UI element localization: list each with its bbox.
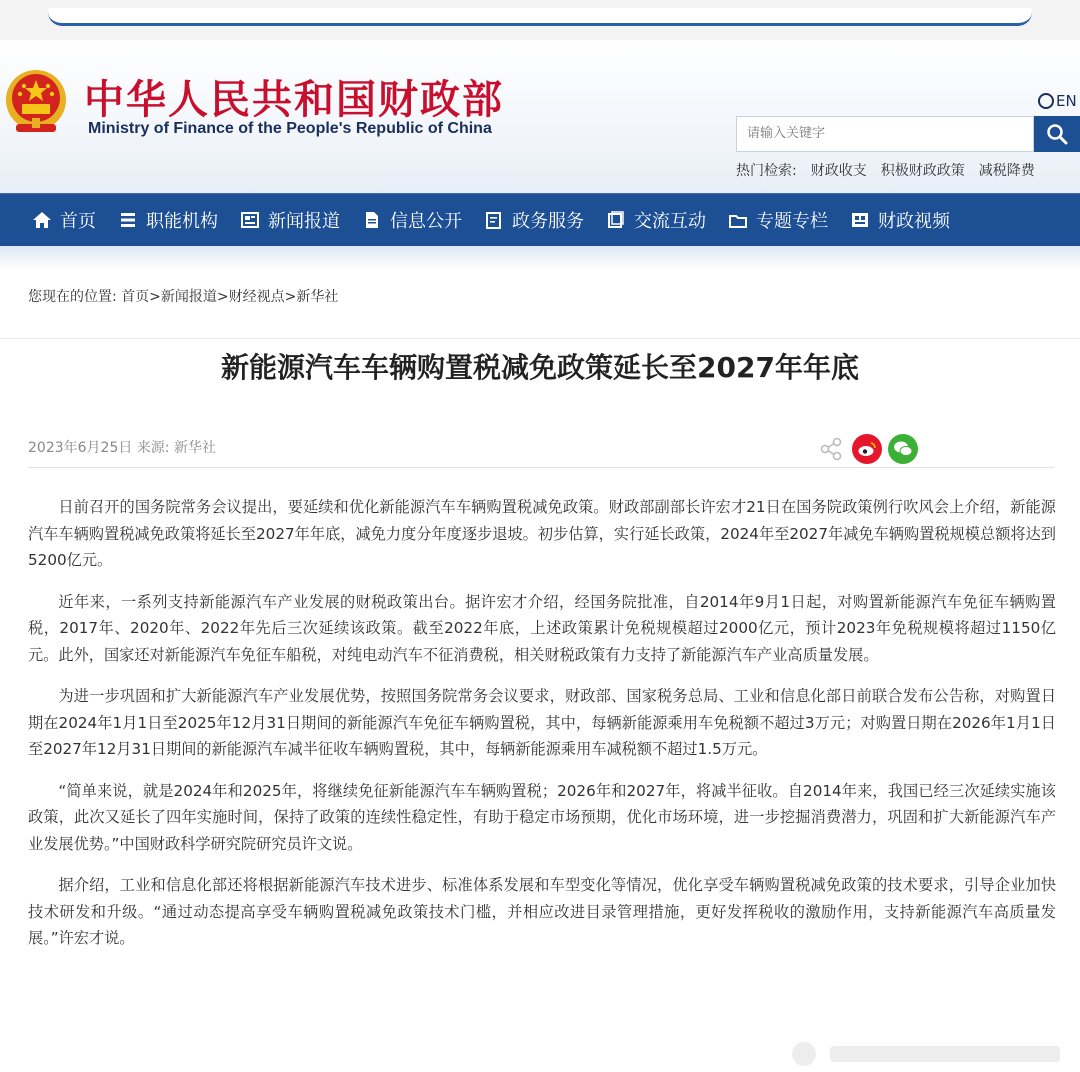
share-bar: [816, 434, 918, 464]
hot-link-fiscal-revenue[interactable]: 财政收支: [810, 163, 867, 179]
home-icon: [32, 210, 52, 230]
top-bar-decoration: [48, 8, 1032, 26]
doc-icon: [362, 210, 382, 230]
nav-shadow: [0, 246, 1080, 270]
language-switch[interactable]: [1038, 92, 1077, 110]
globe-icon: [1038, 93, 1054, 109]
nav-label: 职能机构: [146, 211, 218, 232]
weibo-icon[interactable]: [852, 434, 882, 464]
nav-item-news[interactable]: [240, 194, 340, 247]
nav-label: 信息公开: [390, 211, 462, 232]
search-button[interactable]: [1034, 116, 1080, 152]
search-icon: [1046, 123, 1068, 145]
hot-search: [736, 160, 1035, 180]
folder-icon: [728, 210, 748, 230]
article-paragraph: 据介绍，工业和信息化部还将根据新能源汽车技术进步、标准体系发展和车型变化等情况，优化享受车辆购置税减免政策的技术要求，引导企业加快技术研发和升级。“通过动态提高享受车辆购置税减免政策技术门槛，并相应改进目录管理措施，更好发挥税收的激励作用，支持新能源汽车高质量发展。”许宏才说。: [28, 876, 1056, 947]
main-nav: [0, 193, 1080, 246]
nav-label: 政务服务: [512, 211, 584, 232]
nav-item-interaction[interactable]: [606, 194, 706, 247]
top-strip: [0, 0, 1080, 40]
divider: [0, 338, 1080, 339]
language-label: EN: [1056, 92, 1077, 110]
service-icon: [484, 210, 504, 230]
article-paragraph: “简单来说，就是2024年和2025年，将继续免征新能源汽车车辆购置税；2026年和2027年，将减半征收。自2014年来，我国已经三次延续实施该政策，此次又延长了四年实施时间，保持了政策的连续性稳定性，有助于稳定市场预期，优化市场环境，进一步挖掘消费潜力，巩固和扩大新能源汽车产业发展优势。”中国财政科学研究院研究员许文说。: [28, 781, 1056, 853]
hot-link-fiscal-policy[interactable]: 积极财政政策: [880, 163, 965, 179]
nav-label: 首页: [60, 211, 96, 232]
nav-item-disclosure[interactable]: [362, 194, 462, 247]
article-paragraph: 为进一步巩固和扩大新能源汽车产业发展优势，按照国务院常务会议要求，财政部、国家税务总局、工业和信息化部日前联合发布公告称，对购置日期在2024年1月1日至2025年12月31日期间的新能源汽车免征车辆购置税，其中，每辆新能源乘用车免税额不超过3万元；对购置日期在2026年1月1日至2027年12月31日期间的新能源汽车减半征收车辆购置税，其中，每辆新能源乘用车减税额不超过1.5万元。: [28, 687, 1056, 758]
watermark-icon: [790, 1040, 1070, 1068]
article-paragraph: 日前召开的国务院常务会议提出，要延续和优化新能源汽车车辆购置税减免政策。财政部副部长许宏才21日在国务院政策例行吹风会上介绍，新能源汽车车辆购置税减免政策将延长至2027年年底，减免力度分年度逐步退坡。初步估算，实行延长政策，2024年至2027年减免车辆购置税规模总额将达到5200亿元。: [28, 498, 1056, 569]
nav-label: 新闻报道: [268, 211, 340, 232]
wechat-icon[interactable]: [888, 434, 918, 464]
hot-link-tax-cut[interactable]: 减税降费: [978, 163, 1035, 179]
share-icon[interactable]: [816, 434, 846, 464]
site-header: [0, 40, 1080, 193]
national-emblem-icon: [2, 66, 70, 138]
nav-item-topics[interactable]: [728, 194, 828, 247]
nav-item-home[interactable]: [32, 194, 96, 247]
divider: [28, 467, 1054, 468]
chat-icon: [606, 210, 626, 230]
site-name-english[interactable]: Ministry of Finance of the People's Republic of China: [88, 120, 492, 137]
breadcrumb[interactable]: 您现在的位置: 首页>新闻报道>财经视点>新华社: [28, 289, 339, 305]
video-icon: [850, 210, 870, 230]
article-paragraph: 近年来，一系列支持新能源汽车产业发展的财税政策出台。据许宏才介绍，经国务院批准，自2014年9月1日起，对购置新能源汽车免征车辆购置税，2017年、2020年、2022年先后三次延续该政策。截至2022年底，上述政策累计免税规模超过2000亿元，预计2023年免税规模将超过1150亿元。此外，国家还对新能源汽车免征车船税，对纯电动汽车不征消费税，相关财税政策有力支持了新能源汽车产业高质量发展。: [28, 592, 1056, 664]
search-input[interactable]: 请输入关键字: [736, 116, 1034, 152]
nav-item-departments[interactable]: [118, 194, 218, 247]
site-name-chinese[interactable]: 中华人民共和国财政部: [84, 77, 504, 123]
nav-item-services[interactable]: [484, 194, 584, 247]
nav-item-videos[interactable]: [850, 194, 950, 247]
nav-label: 专题专栏: [756, 211, 828, 232]
article-title: 新能源汽车车辆购置税减免政策延长至2027年年底: [221, 351, 859, 384]
list-icon: [118, 210, 138, 230]
nav-label: 交流互动: [634, 211, 706, 232]
article-meta: 2023年6月25日 来源: 新华社: [28, 440, 216, 456]
hot-search-label: 热门检索:: [736, 163, 797, 179]
article-body: [28, 494, 1056, 967]
news-icon: [240, 210, 260, 230]
nav-label: 财政视频: [878, 211, 950, 232]
